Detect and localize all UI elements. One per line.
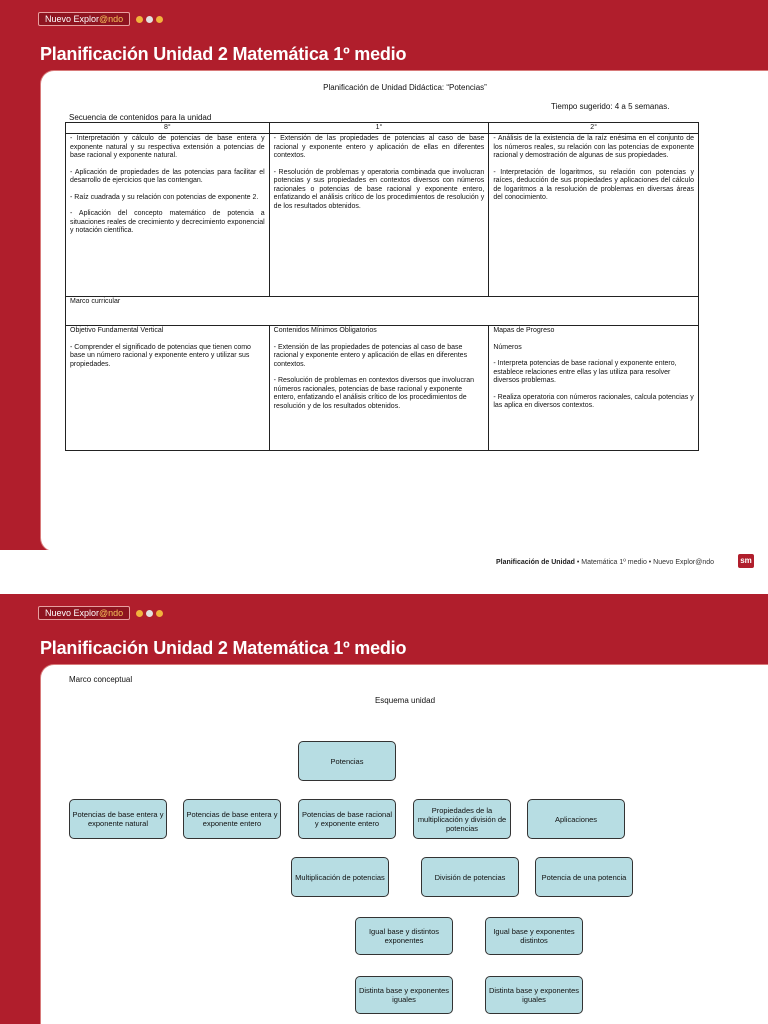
objetivo-item: - Comprender el significado de potencias que tienen como base un número racional y exponente entero y utilizar sus propiedades.: [70, 343, 251, 368]
mapas-item: - Realiza operatoria con números racionales, calcula potencias y las aplica en diversos contextos.: [493, 393, 694, 410]
column-header: Mapas de Progreso: [493, 327, 555, 334]
content-item: - Interpretación de logaritmos, su relación con potencias y raíces, deducción de sus propiedades y aplicaciones del cálculo de logaritmos a la resolución de problemas en diversas áreas del conocimiento.: [493, 168, 694, 202]
brand-dots-icon: [136, 16, 163, 23]
grade-8: 8°: [66, 123, 270, 134]
content-item: - Análisis de la existencia de la raíz enésima en el conjunto de los números reales, su relación con las potencias de exponente racional y demostración de algunas de sus propiedades.: [493, 135, 694, 160]
esquema-label: Esquema unidad: [374, 696, 436, 705]
contents-1: [269, 134, 489, 297]
content-item: - Aplicación de propiedades de las potencias para facilitar el desarrollo de ejercicios que las contengan.: [70, 168, 265, 185]
node-potencias: Potencias: [298, 741, 396, 781]
column-header: Contenidos Mínimos Obligatorios: [273, 327, 377, 334]
node-distinta-base-iguales: Distinta base y exponentes iguales: [485, 976, 583, 1014]
mapas-cell: [489, 326, 699, 451]
contents-8: [66, 134, 270, 297]
node-multiplicacion: Multiplicación de potencias: [291, 857, 389, 897]
grade-1: 1°: [269, 123, 489, 134]
node-division: División de potencias: [421, 857, 519, 897]
column-header: Objetivo Fundamental Vertical: [70, 327, 164, 334]
node-distinta-base-iguales: Distinta base y exponentes iguales: [355, 976, 453, 1014]
node-aplicaciones: Aplicaciones: [527, 799, 625, 839]
brand-logo: Nuevo Explor@ndo: [38, 12, 130, 26]
brand-dots-icon: [136, 610, 163, 617]
sm-logo: sm: [738, 554, 754, 568]
document-sheet: [40, 664, 768, 1024]
brand-logo: Nuevo Explor@ndo: [38, 606, 130, 620]
planning-table: [65, 122, 699, 451]
contents-row: [66, 134, 699, 297]
cmo-item: - Resolución de problemas en contextos diversos que involucran números racionales, potencias de base racional y exponente entero, enfatizando el análisis crítico de los procedimientos de resolución y de los resultados obtenidos.: [273, 377, 475, 410]
node-igual-exp-distintos: Igual base y exponentes distintos: [485, 917, 583, 955]
node-igual-base-distintos: Igual base y distintos exponentes: [355, 917, 453, 955]
page-2: [0, 594, 768, 1024]
brand-bar: [38, 12, 163, 26]
marco-curricular: Marco curricular: [66, 297, 699, 326]
node-propiedades: Propiedades de la multiplicación y división de potencias: [413, 799, 511, 839]
marco-conceptual-label: Marco conceptual: [69, 675, 133, 684]
objetivo-cell: [66, 326, 270, 451]
content-item: - Raíz cuadrada y su relación con potencias de exponente 2.: [70, 193, 259, 201]
doc-title: Planificación de Unidad Didáctica: “Potencias”: [323, 83, 487, 92]
tiempo-sugerido: Tiempo sugerido: 4 a 5 semanas.: [551, 102, 670, 111]
brand-bar: [38, 606, 163, 620]
content-item: - Interpretación y cálculo de potencias de base entera y exponente natural y su respectiva extensión a potencias de base racional y exponente natural.: [70, 135, 265, 160]
content-item: - Resolución de problemas y operatoria combinada que involucran potencias y sus propiedades en contextos diversos con números racionales o potencias de base racional y exponente entero, enfatizando el análisis crítico de los procedimientos de resolución y de los resultados obtenidos.: [273, 168, 485, 210]
marco-curricular-row: [66, 297, 699, 326]
content-item: - Extensión de las propiedades de potencias al caso de base racional y exponente entero y aplicación de ellas en diferentes contextos.: [273, 135, 485, 160]
page-footer: [0, 550, 768, 578]
mapas-item: - Interpreta potencias de base racional y exponente entero, establece relaciones entre ellas y las utiliza para resolver diversos problemas.: [493, 360, 677, 385]
node-base-entera-entero: Potencias de base entera y exponente entero: [183, 799, 281, 839]
grade-2: 2°: [489, 123, 699, 134]
node-base-racional-entero: Potencias de base racional y exponente entero: [298, 799, 396, 839]
content-item: - Aplicación del concepto matemático de potencia a situaciones reales de crecimiento y decrecimiento exponencial y notación científica.: [70, 210, 265, 235]
document-sheet: [40, 70, 768, 552]
cmo-cell: [269, 326, 489, 451]
node-base-entera-natural: Potencias de base entera y exponente natural: [69, 799, 167, 839]
footer-text: Planificación de Unidad • Matemática 1º medio • Nuevo Explor@ndo: [495, 559, 714, 566]
contents-2: [489, 134, 699, 297]
page-title: Planificación Unidad 2 Matemática 1º medio: [40, 638, 407, 658]
cmo-item: - Extensión de las propiedades de potencias al caso de base racional y exponente entero y aplicación de ellas en diferentes contextos.: [273, 343, 468, 368]
node-potencia-de-potencia: Potencia de una potencia: [535, 857, 633, 897]
mapas-item: Números: [493, 343, 522, 351]
curricular-row: [66, 326, 699, 451]
grade-header-row: [66, 123, 699, 134]
page-gap: [0, 578, 768, 594]
page-title: Planificación Unidad 2 Matemática 1º medio: [40, 44, 407, 64]
secuencia-label: Secuencia de contenidos para la unidad: [69, 113, 212, 122]
